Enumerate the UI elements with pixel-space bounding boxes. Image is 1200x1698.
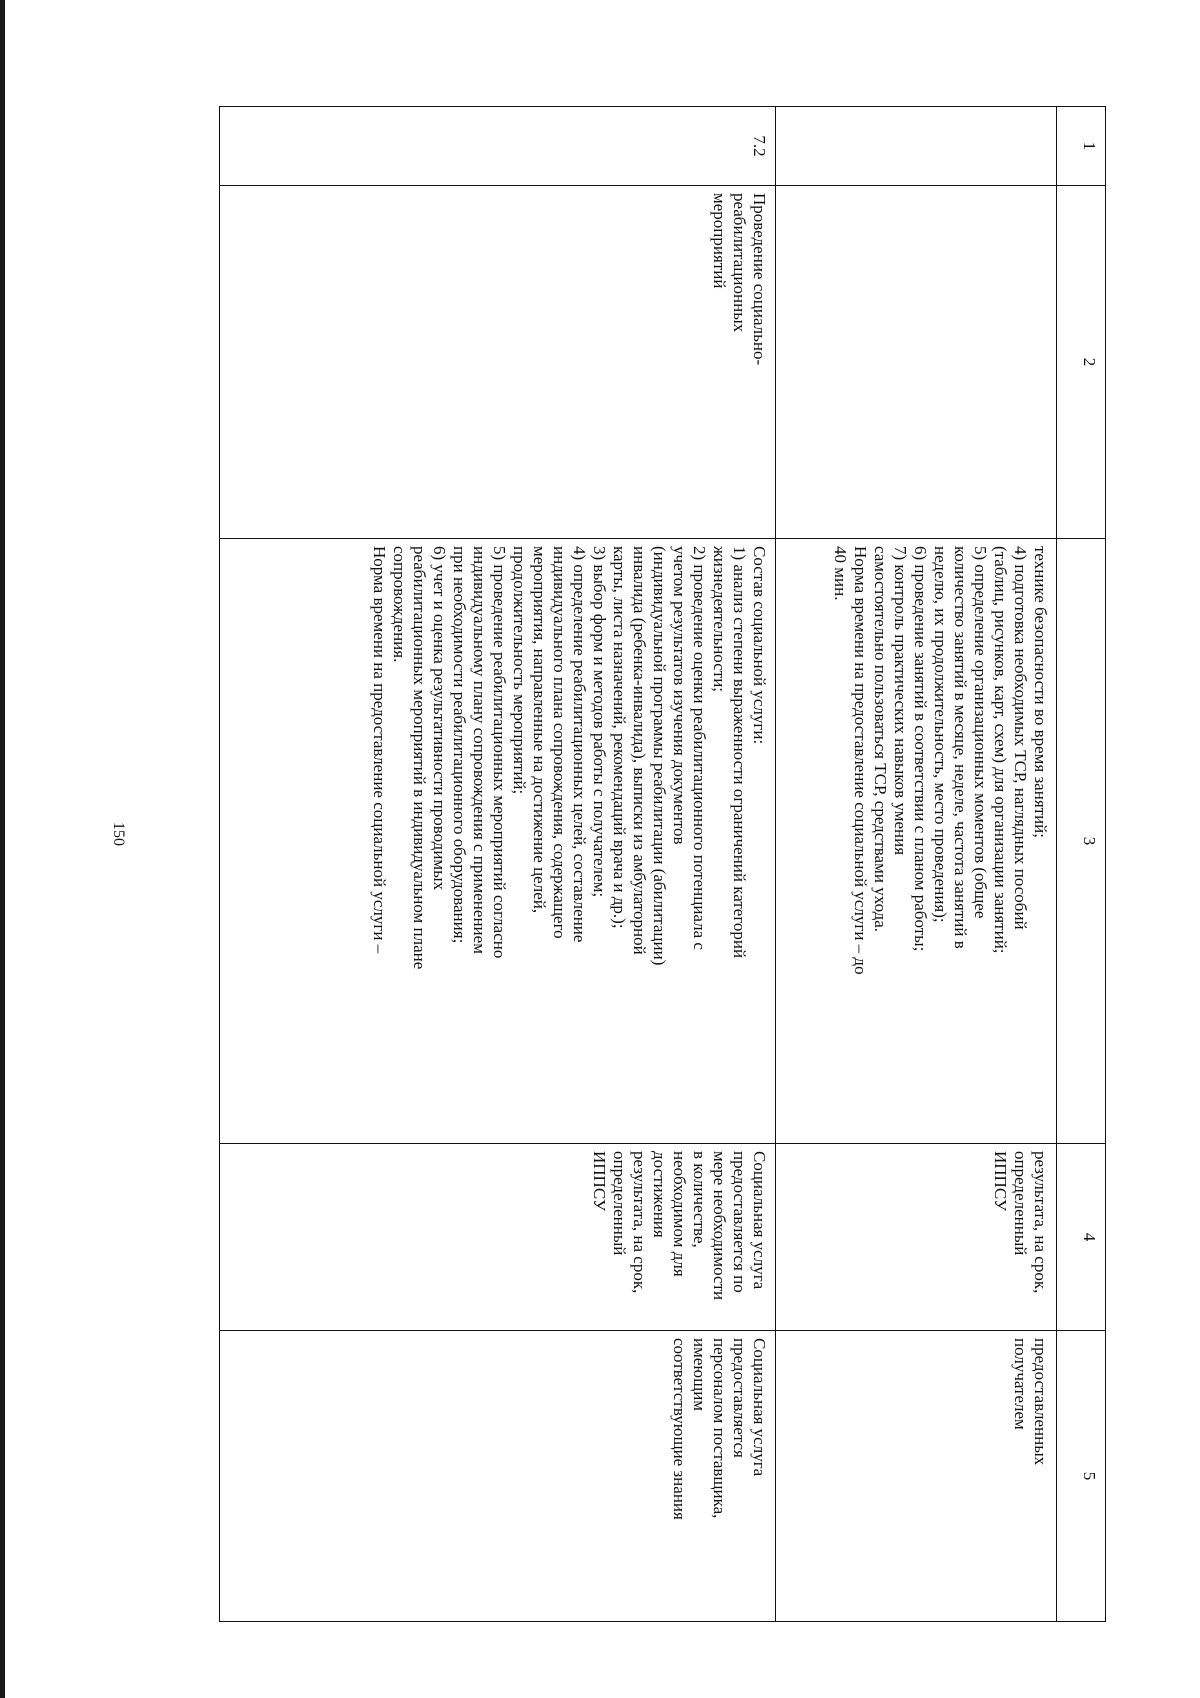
provider-line: получателем	[1011, 1338, 1030, 1430]
timing-line: достижения	[650, 1151, 669, 1238]
content-line: количество занятий в месяце, неделе, частота занятий в	[951, 546, 970, 949]
content-line: сопровождения.	[390, 546, 409, 663]
service-name-cell	[220, 186, 776, 539]
timing-line: определенный	[1011, 1151, 1030, 1256]
content-line: индивидуальному плану сопровождения с применением	[470, 546, 489, 954]
provider-line: имеющим	[690, 1338, 709, 1412]
service-timing-cell	[776, 1144, 1057, 1331]
content-line: индивидуального плана сопровождения, содержащего	[550, 546, 569, 939]
header-row	[1057, 107, 1106, 1622]
content-line: технике безопасности во время занятий;	[1031, 546, 1050, 838]
content-line: 40 мин.	[831, 546, 850, 601]
name-line: мероприятий	[710, 193, 729, 289]
content-line: Норма времени на предоставление социальной услуги –	[370, 546, 389, 954]
provider-line: персоналом поставщика,	[710, 1338, 729, 1519]
service-content-cell	[776, 539, 1057, 1144]
provider-line: соответствующие знания	[670, 1338, 689, 1520]
content-line: мероприятия, направленные на достижение целей,	[530, 546, 549, 914]
content-line: Норма времени на предоставление социальной услуги – до	[851, 546, 870, 975]
service-content-cell	[220, 539, 776, 1144]
timing-line: мере необходимости	[710, 1151, 729, 1301]
content-line: (индивидуальной программы реабилитации (абилитации)	[650, 546, 669, 966]
timing-line: Социальная услуга	[750, 1151, 769, 1290]
content-line: 6) проведение занятий в соответствии с планом работы;	[911, 546, 930, 952]
content-line: инвалида (ребенка-инвалида), выписки из амбулаторной	[630, 546, 649, 955]
name-line: реабилитационных	[730, 193, 749, 333]
content-line: 3) выбор форм и методов работы с получателем;	[590, 546, 609, 898]
service-provider-cell	[220, 1331, 776, 1622]
content-line: учетом результатов изучения документов	[670, 546, 689, 845]
content-line: 2) проведение оценки реабилитационного потенциала с	[690, 546, 709, 950]
name-line: Проведение социально-	[750, 193, 769, 366]
content-line: карты, листа назначений, рекомендаций врача и др.);	[610, 546, 629, 929]
content-line: 5) проведение реабилитационных мероприятий согласно	[490, 546, 509, 959]
content-line: 7) контроль практических навыков умения	[891, 546, 910, 856]
header-col-4: 4	[1057, 1144, 1106, 1331]
header-col-1: 1	[1057, 107, 1106, 186]
service-provider-cell	[776, 1331, 1057, 1622]
provider-line: Социальная услуга	[750, 1338, 769, 1477]
table-row	[776, 107, 1057, 1622]
services-table	[219, 106, 1106, 1622]
rotated-table	[196, 106, 1106, 1576]
timing-line: ИППСУ	[590, 1151, 609, 1211]
content-line: 4) подготовка необходимых ТСР, наглядных пособий	[1011, 546, 1030, 930]
provider-line: предоставленных	[1031, 1338, 1050, 1466]
row-number-cell	[776, 107, 1057, 186]
header-col-2: 2	[1057, 186, 1106, 539]
header-col-3: 3	[1057, 539, 1106, 1144]
content-line: при необходимости реабилитационного оборудования;	[450, 546, 469, 944]
timing-line: необходимом для	[670, 1151, 689, 1277]
table-wrapper	[196, 106, 1106, 1576]
content-line: 5) определение организационных моментов (общее	[971, 546, 990, 919]
content-line: 4) определение реабилитационных целей, составление	[570, 546, 589, 943]
content-line: продолжительность мероприятий;	[510, 546, 529, 795]
provider-line: предоставляется	[730, 1338, 749, 1458]
row-number-cell: 7.2	[220, 107, 776, 186]
timing-line: результата, на срок,	[630, 1151, 649, 1294]
content-line: Состав социальной услуги:	[750, 546, 769, 745]
content-line: 6) учет и оценка результативности проводимых	[430, 546, 449, 891]
content-line: реабилитационных мероприятий в индивидуальном плане	[410, 546, 429, 970]
service-name-cell	[776, 186, 1057, 539]
timing-line: ИППСУ	[991, 1151, 1010, 1211]
timing-line: предоставляется по	[730, 1151, 749, 1293]
timing-line: в количестве,	[690, 1151, 709, 1248]
header-col-5: 5	[1057, 1331, 1106, 1622]
timing-line: определенный	[610, 1151, 629, 1256]
content-line: (таблиц, рисунков, карт, схем) для организации занятий;	[991, 546, 1010, 954]
table-row	[220, 107, 776, 1622]
content-line: 1) анализ степени выраженности ограничений категорий	[730, 546, 749, 959]
scan-edge	[0, 0, 5, 1698]
service-timing-cell	[220, 1144, 776, 1331]
page-number: 150	[110, 822, 127, 846]
content-line: самостоятельно пользоваться ТСР, средствами ухода.	[871, 546, 890, 933]
content-line: неделю, их продолжительность, место проведения);	[931, 546, 950, 923]
content-line: жизнедеятельности;	[710, 546, 729, 693]
timing-line: результата, на срок,	[1031, 1151, 1050, 1294]
